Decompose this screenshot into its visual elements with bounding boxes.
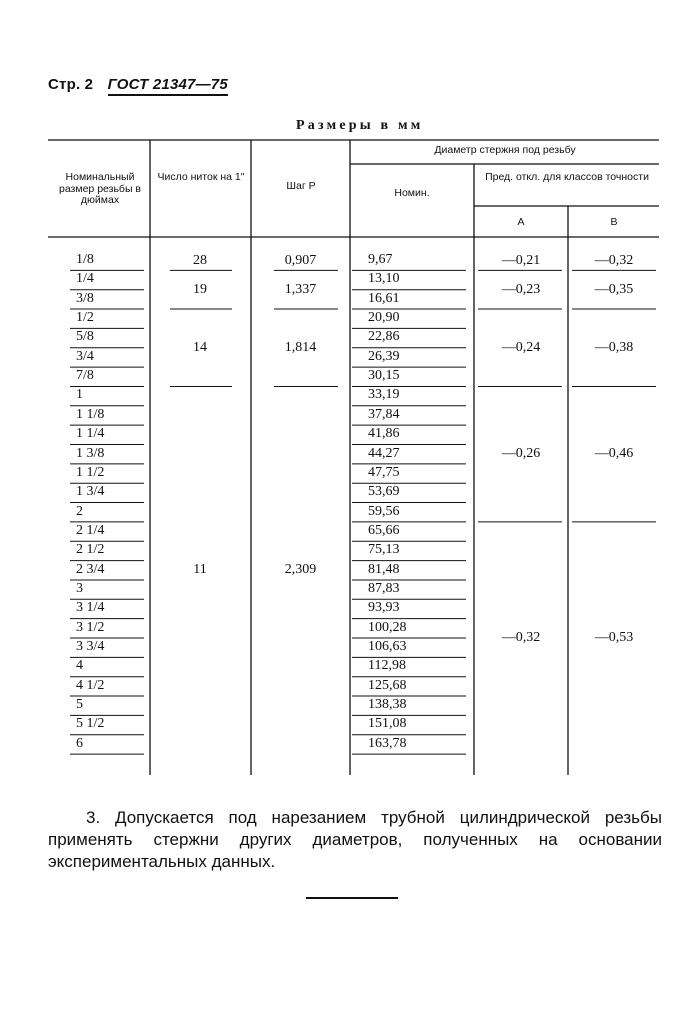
size-cell: 1 3/4	[76, 484, 105, 500]
header-size: Номинальный размер резьбы в дюймах	[59, 171, 141, 207]
tolerance-b-cell: —0,38	[594, 339, 634, 355]
tolerance-a-cell: —0,24	[501, 339, 541, 355]
tolerance-a-cell: —0,26	[501, 446, 541, 462]
size-cell: 1 1/4	[76, 426, 105, 442]
header-class-b: В	[610, 216, 618, 228]
nominal-cell: 106,63	[368, 639, 407, 654]
nominal-cell: 47,75	[368, 464, 400, 480]
size-cell: 6	[76, 735, 83, 751]
nominal-cell: 37,84	[368, 406, 400, 422]
nominal-cell: 41,86	[368, 426, 400, 442]
threads-cell: 14	[193, 339, 207, 355]
nominal-cell: 100,28	[368, 619, 407, 635]
tolerance-b-cell: —0,35	[594, 281, 634, 297]
threads-cell: 19	[193, 281, 207, 297]
size-cell: 1/8	[76, 252, 94, 267]
nominal-cell: 16,61	[368, 290, 400, 306]
size-cell: 3/8	[76, 290, 94, 306]
tolerance-b-cell: —0,32	[594, 252, 634, 268]
header-rod-diameter: Диаметр стержня под резьбу	[434, 144, 576, 156]
header-class-a: А	[517, 216, 525, 228]
nominal-cell: 53,69	[368, 484, 400, 500]
nominal-cell: 65,66	[368, 522, 400, 538]
size-cell: 1 1/2	[76, 464, 105, 480]
nominal-cell: 26,39	[368, 348, 400, 364]
size-cell: 3 3/4	[76, 639, 105, 654]
size-cell: 1 3/8	[76, 445, 105, 461]
nominal-cell: 9,67	[368, 252, 393, 267]
header-nominal: Номин.	[394, 187, 430, 199]
size-cell: 3 1/4	[76, 600, 105, 616]
pitch-cell: 1,337	[284, 281, 317, 297]
nominal-cell: 20,90	[368, 310, 400, 326]
size-cell: 7/8	[76, 368, 94, 384]
footnote-paragraph: 3. Допускается под нарезанием трубной цилиндрической резьбы применять стержни других диаметров, полученных на основании экспериментальных данных.	[48, 808, 662, 871]
units-caption: Размеры в мм	[296, 118, 424, 133]
nominal-cell: 33,19	[368, 387, 400, 403]
size-cell: 1/2	[76, 310, 94, 326]
size-cell: 3 1/2	[76, 619, 105, 635]
nominal-cell: 75,13	[368, 542, 400, 558]
nominal-cell: 81,48	[368, 561, 400, 577]
standard-number: ГОСТ 21347—75	[108, 76, 228, 96]
nominal-cell: 87,83	[368, 580, 400, 596]
tolerance-a-cell: —0,21	[501, 252, 541, 268]
nominal-cell: 112,98	[368, 658, 406, 674]
nominal-cell: 93,93	[368, 600, 400, 616]
size-cell: 1/4	[76, 271, 94, 287]
tolerance-b-cell: —0,53	[594, 630, 634, 645]
nominal-cell: 13,10	[368, 271, 400, 287]
size-cell: 3	[76, 580, 83, 596]
size-cell: 2	[76, 503, 83, 519]
nominal-cell: 59,56	[368, 503, 400, 519]
page-number: Стр. 2	[48, 76, 94, 93]
threads-cell: 11	[193, 562, 207, 578]
size-cell: 2 3/4	[76, 561, 105, 577]
size-cell: 1	[76, 387, 83, 403]
header-tolerance: Пред. откл. для классов точности	[485, 171, 649, 183]
size-cell: 5 1/2	[76, 716, 105, 732]
pitch-cell: 2,309	[284, 562, 317, 578]
header-threads: Число ниток на 1"	[157, 171, 245, 183]
size-cell: 5	[76, 697, 83, 713]
size-cell: 2 1/4	[76, 522, 105, 538]
size-cell: 4 1/2	[76, 677, 105, 693]
nominal-cell: 30,15	[368, 368, 400, 384]
pitch-cell: 1,814	[284, 339, 317, 355]
nominal-cell: 151,08	[368, 716, 407, 732]
end-divider	[306, 897, 398, 899]
header-pitch: Шаг P	[286, 180, 316, 192]
size-cell: 4	[76, 658, 83, 674]
size-cell: 1 1/8	[76, 406, 105, 422]
size-cell: 3/4	[76, 348, 94, 364]
nominal-cell: 22,86	[368, 329, 400, 345]
size-cell: 5/8	[76, 329, 94, 345]
tolerance-b-cell: —0,46	[594, 446, 634, 462]
pitch-cell: 0,907	[284, 252, 317, 268]
size-cell: 2 1/2	[76, 542, 105, 558]
nominal-cell: 163,78	[368, 735, 407, 751]
nominal-cell: 44,27	[368, 445, 400, 461]
tolerance-a-cell: —0,32	[501, 630, 541, 645]
tolerance-a-cell: —0,23	[501, 281, 541, 297]
nominal-cell: 138,38	[368, 697, 407, 713]
nominal-cell: 125,68	[368, 677, 407, 693]
threads-cell: 28	[193, 252, 207, 268]
